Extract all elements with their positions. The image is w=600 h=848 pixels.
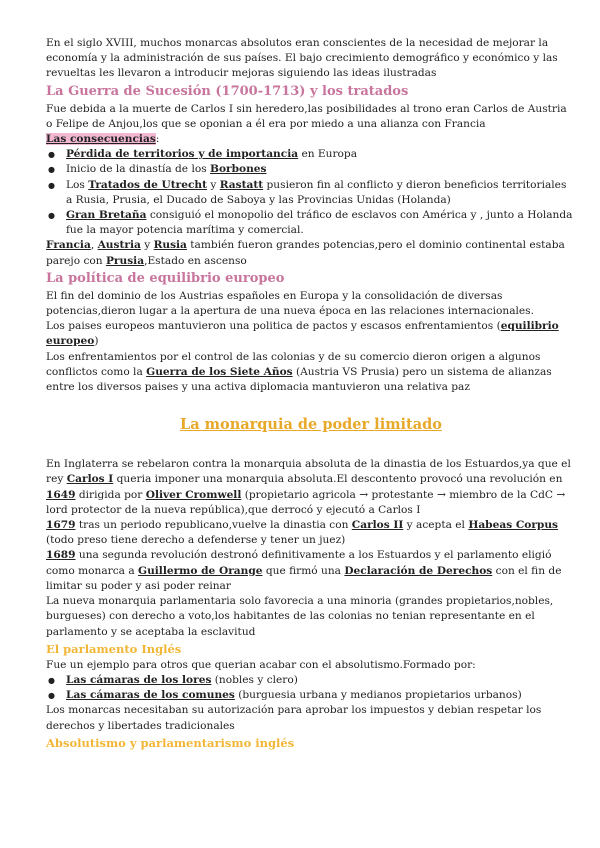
paragraph-monarcas-autorizacion: Los monarcas necesitaban su autorización para aprobar los impuestos y debian respetar los derechos y libertades tradicionales [46, 704, 542, 732]
text: dirigida por [75, 488, 146, 501]
text: y acepta el [403, 519, 469, 532]
list-item-text: en Europa [298, 148, 358, 161]
text: (propietario agricola → protestante → miembro de la CdC → lord protector de la nueva república),que derrocó y ejecutó a Carlos I [46, 488, 566, 516]
text: En Inglaterra se rebelaron contra la monarquia absoluta de la dinastia de los Estuardos,ya que el rey [46, 458, 571, 486]
bold-term: 1689 [46, 549, 76, 562]
bold-term: Las cámaras de los comunes [66, 689, 235, 702]
list-item-text: (burguesia urbana y medianos propietarios urbanos) [234, 689, 522, 702]
bold-term: Pérdida de territorios y de importancia [66, 148, 299, 161]
page-title: La monarquia de poder limitado [180, 416, 442, 434]
paragraph-fin-dominio: El fin del dominio de los Austrias españoles en Europa y la consolidación de diversas potencias,dieron lugar a la apertura de una nueva época en las relaciones internacionales. [46, 289, 534, 318]
text: tras un periodo republicano,vuelve la dinastia con [75, 519, 352, 532]
list-item [66, 178, 576, 208]
list-item-text: pusieron fin al conflicto y dieron beneficios territoriales a Rusia, Prusia, el Ducado de Saboya y las Provincias Unidas (Holanda) [66, 178, 567, 206]
bold-term: Guerra de los Siete Años [146, 365, 293, 378]
bold-term: 1649 [46, 488, 76, 501]
heading-guerra-sucesion: La Guerra de Sucesión (1700-1713) y los tratados [46, 83, 409, 99]
camaras-list [46, 673, 576, 703]
list-item-text: consiguió el monopolio del tráfico de esclavos con América y , junto a Holanda fue la mayor potencia marítima y comercial. [66, 209, 573, 237]
text: una segunda revolución destronó definitivamente a los Estuardos y el parlamento eligió como monarca a [46, 549, 552, 577]
paragraph-1679 [46, 518, 576, 548]
text: ) [94, 335, 99, 348]
paragraph-pactos [46, 319, 576, 349]
paragraph-1689 [46, 548, 576, 594]
text: (todo preso tiene derecho a defenderse y tener un juez) [46, 534, 346, 547]
consecuencias-list [46, 147, 576, 238]
consecuencias-label-line [46, 132, 576, 147]
paragraph-guerra-causa: Fue debida a la muerte de Carlos I sin heredero,las posibilidades al trono eran Carlos de Austria o Felipe de Anjou,los que se oponian a él era por miedo a una alianza con Francia [46, 102, 567, 130]
bold-term: Borbones [210, 163, 267, 176]
paragraph-monarquia-parlamentaria: La nueva monarquia parlamentaria solo favorecia a una minoria (grandes propietarios,nobles, burgueses) con derecho a voto,los habitantes de las colonias no tenian representante en el parlamento y se aceptaba la esclavitud [46, 595, 554, 638]
heading-equilibrio-europeo: La política de equilibrio europeo [46, 270, 285, 286]
paragraph-inglaterra [46, 457, 576, 518]
list-item [66, 208, 576, 238]
bold-term: Guillermo de Orange [138, 564, 263, 577]
bold-term: Rusia [153, 239, 187, 252]
text: también fueron grandes potencias,pero el dominio continental estaba parejo con [46, 239, 565, 267]
list-item [66, 147, 576, 162]
text: (Austria VS Prusia) pero un sistema de alianzas entre los diversos paises y una activa diplomacia mantuvieron una relativa paz [46, 365, 552, 394]
bold-term: Oliver Cromwell [145, 488, 242, 501]
paragraph-colonias [46, 350, 576, 396]
intro-paragraph: En el siglo XVIII, muchos monarcas absolutos eran conscientes de la necesidad de mejorar la economía y la administración de sus países. El bajo crecimiento demográfico y económico y las revueltas les llevaron a introducir mejoras siguiendo las ideas ilustradas [46, 37, 558, 80]
bold-term: Carlos II [351, 519, 404, 532]
bold-term: Prusia [105, 254, 145, 267]
bold-term: Las cámaras de los lores [66, 673, 212, 686]
bold-term: equilibrio europeo [46, 320, 559, 348]
list-item [66, 162, 576, 177]
list-item-text: Los [66, 178, 89, 191]
text: que firmó una [262, 564, 345, 577]
paragraph-parlamento-intro: Fue un ejemplo para otros que querian acabar con el absolutismo.Formado por: [46, 658, 476, 671]
list-item-text: Inicio de la dinastía de los [66, 163, 211, 176]
heading-absolutismo-parlamentarismo: Absolutismo y parlamentarismo inglés [46, 735, 295, 750]
text: Los enfrentamientos por el control de las colonias y de su comercio dieron origen a algunos conflictos como la [46, 350, 541, 378]
bold-term: Habeas Corpus [468, 519, 559, 532]
bold-term: Tratados de Utrecht [88, 178, 207, 191]
consecuencias-label: Las consecuencias [46, 133, 156, 146]
text: , [90, 239, 98, 252]
text: y [140, 239, 154, 252]
list-item-text: y [207, 178, 220, 191]
consecuencias-colon: : [155, 133, 160, 146]
bold-term: Carlos I [66, 473, 114, 486]
bold-term: Rastatt [219, 178, 264, 191]
list-item [66, 688, 576, 703]
bold-term: Declaración de Derechos [344, 564, 493, 577]
bold-term: Austria [97, 239, 141, 252]
text: con el fin de limitar su poder y asi poder reinar [46, 564, 562, 592]
paragraph-potencias [46, 238, 576, 268]
list-item [66, 673, 576, 688]
text: Los paises europeos mantuvieron una politica de pactos y escasos enfrentamientos ( [46, 320, 501, 333]
bold-term: Francia [46, 239, 91, 252]
list-item-text: (nobles y clero) [211, 673, 298, 686]
bold-term: 1679 [46, 519, 76, 532]
text: ,Estado en ascenso [144, 254, 247, 267]
heading-parlamento-ingles: El parlamento Inglés [46, 641, 182, 656]
text: queria imponer una monarquia absoluta.El descontento provocó una revolución en [113, 473, 563, 486]
bold-term: Gran Bretaña [66, 209, 147, 222]
